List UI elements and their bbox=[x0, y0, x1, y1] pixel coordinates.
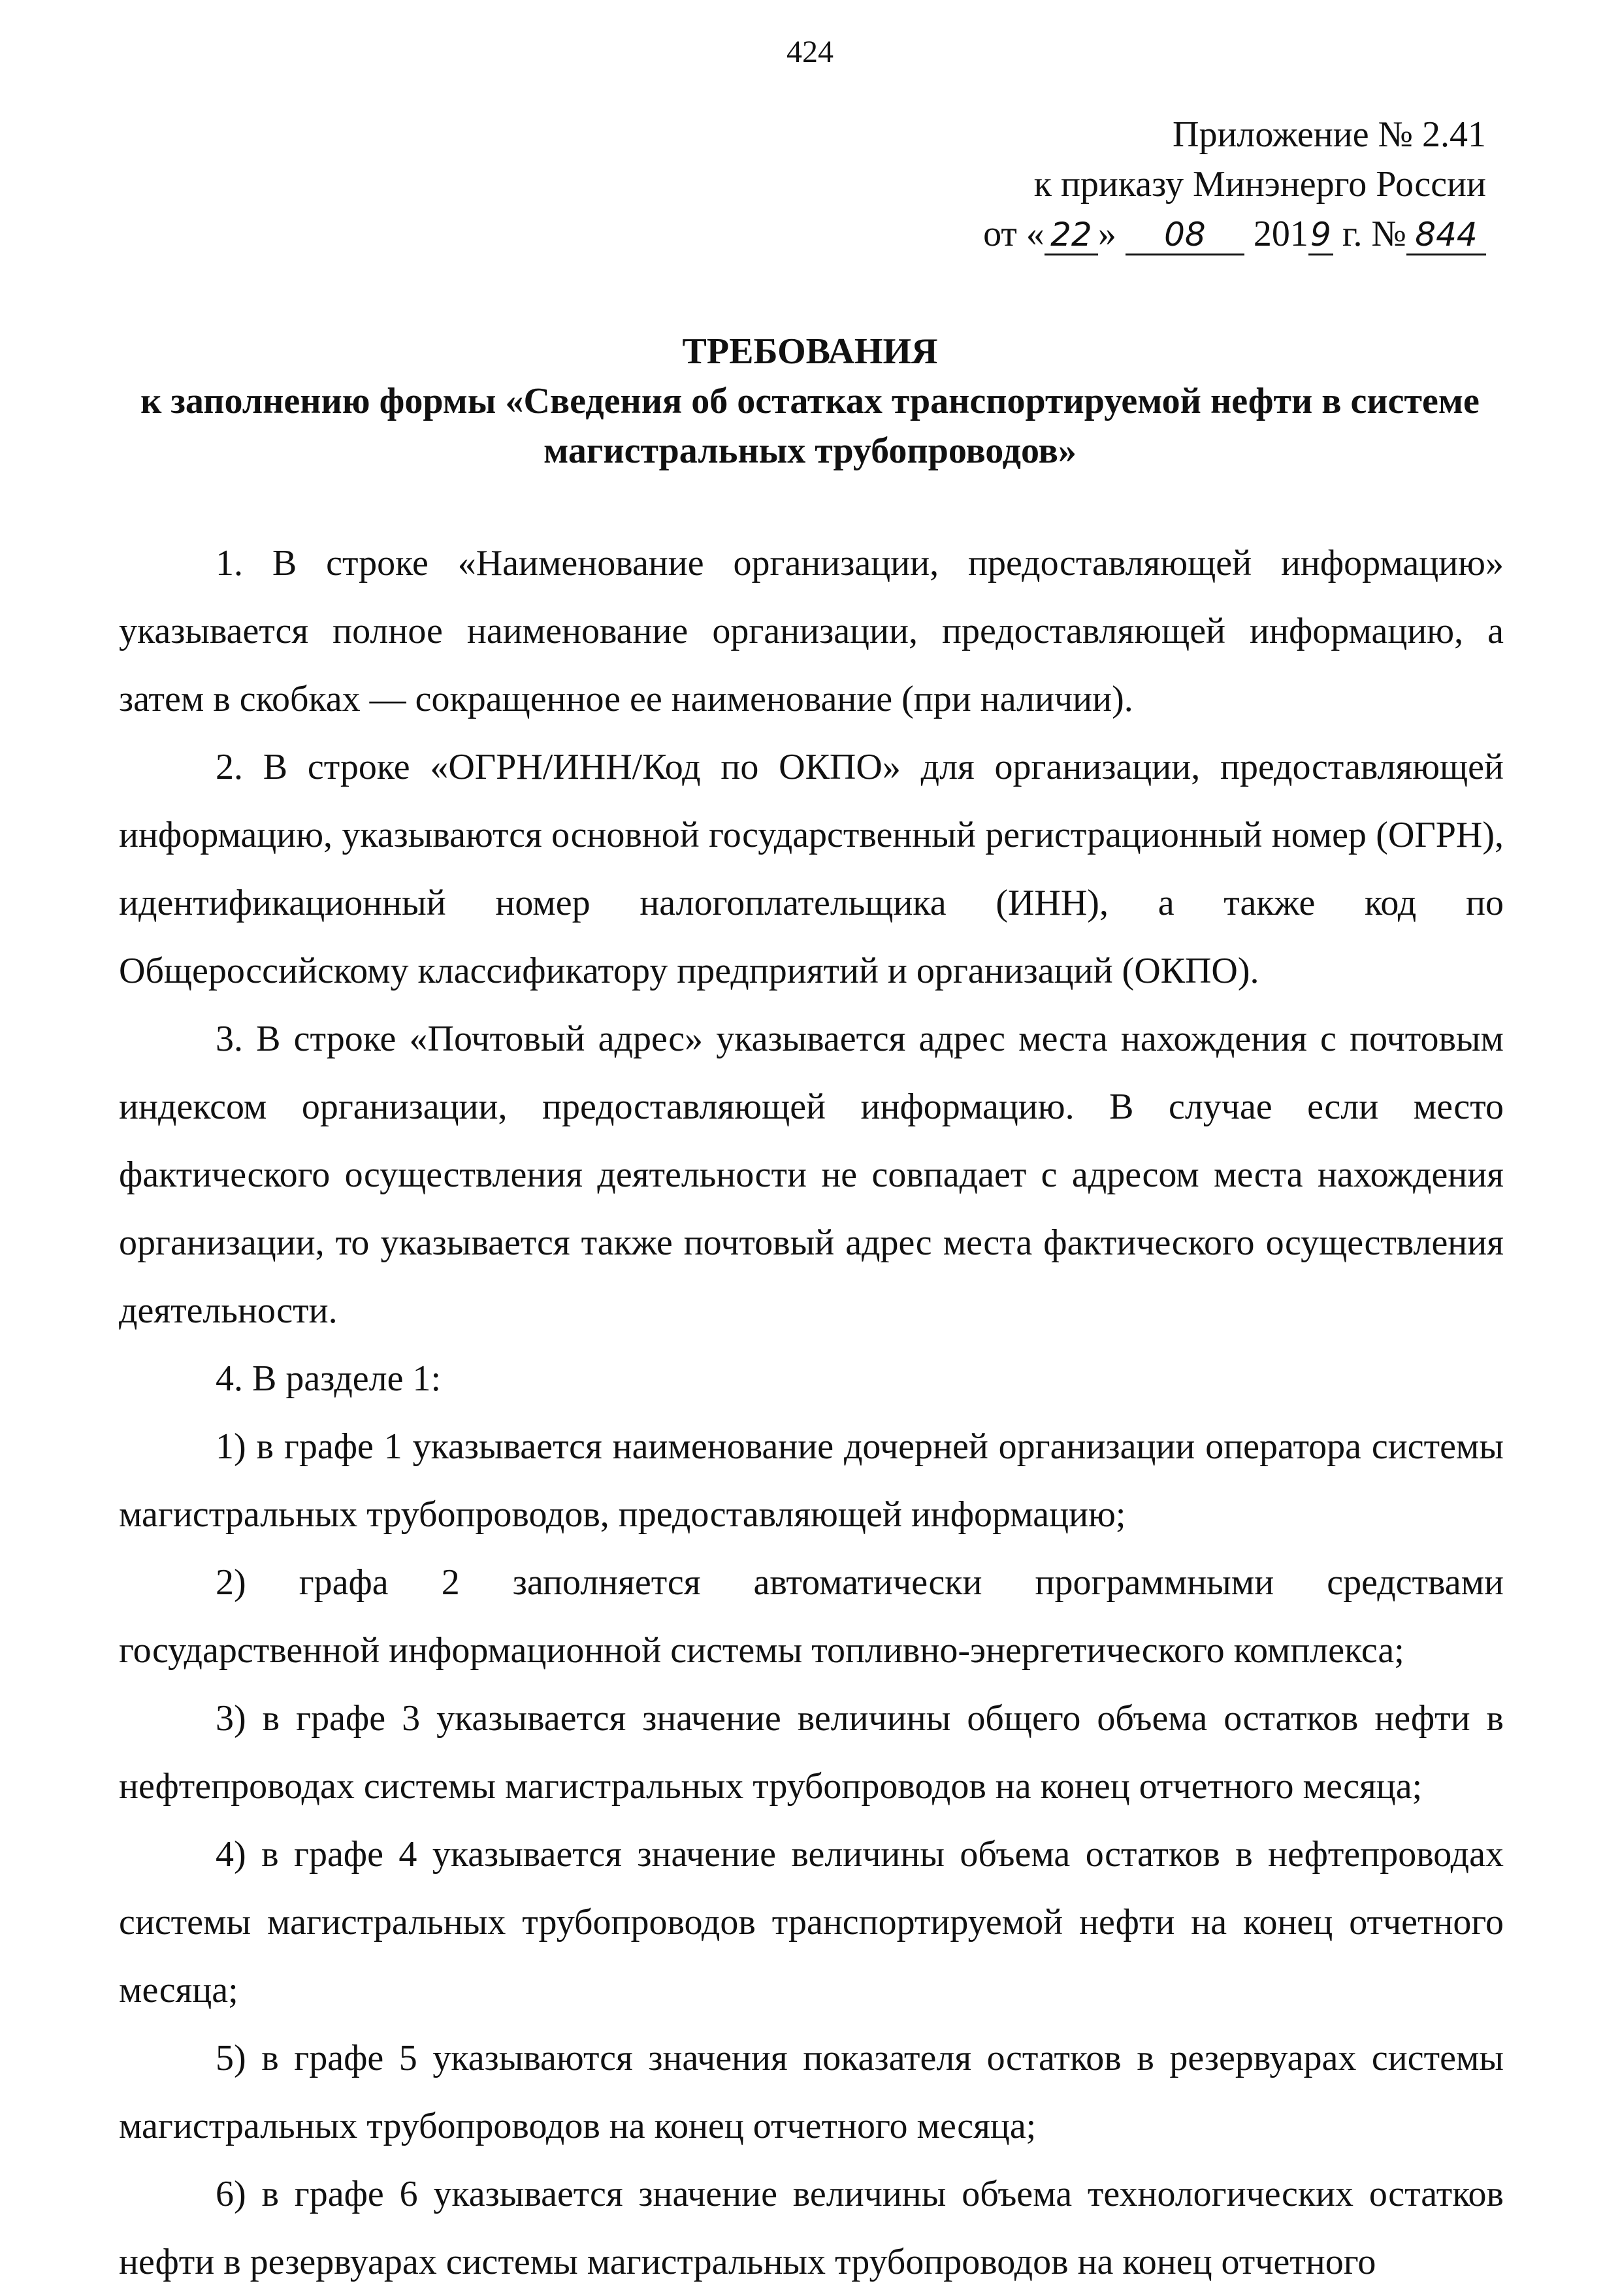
handwritten-order-number: 844 bbox=[1406, 216, 1486, 255]
paragraph-4: 4. В разделе 1: bbox=[216, 1358, 442, 1399]
list-item-4: 4) в графе 4 указывается значение величины объема остатков в нефтепроводах системы магистральных трубопроводов транспортируемой нефти на конец отчетного месяца; bbox=[119, 1834, 1504, 2010]
handwritten-month: 08 bbox=[1126, 216, 1244, 255]
page-number: 424 bbox=[786, 35, 834, 69]
list-item-3: 3) в графе 3 указывается значение величины общего объема остатков нефти в нефтепроводах системы магистральных трубопроводов на конец отчетного месяца; bbox=[119, 1698, 1504, 1807]
document-body bbox=[119, 529, 1504, 2296]
title-heading: ТРЕБОВАНИЯ bbox=[682, 331, 938, 372]
appendix-date-line bbox=[898, 209, 1486, 259]
appendix-line-1: Приложение № 2.41 bbox=[1173, 114, 1486, 155]
document-title bbox=[118, 327, 1502, 476]
appendix-header bbox=[898, 110, 1486, 259]
date-mid: » bbox=[1097, 214, 1126, 254]
handwritten-year-digit: 9 bbox=[1308, 216, 1333, 255]
list-item-5: 5) в графе 5 указываются значения показателя остатков в резервуарах системы магистральных трубопроводов на конец отчетного месяца; bbox=[119, 2038, 1504, 2146]
appendix-line-2: к приказу Минэнерго России bbox=[1033, 164, 1486, 205]
list-item-6: 6) в графе 6 указывается значение величины объема технологических остатков нефти в резервуарах системы магистральных трубопроводов на конец отчетного bbox=[119, 2174, 1504, 2282]
date-prefix: от « bbox=[983, 214, 1045, 254]
year-prefix: 201 bbox=[1244, 214, 1308, 254]
handwritten-day: 22 bbox=[1045, 216, 1098, 255]
title-subheading: к заполнению формы «Сведения об остатках транспортируемой нефти в системе магистральных трубопроводов» bbox=[140, 381, 1480, 471]
list-item-2: 2) графа 2 заполняется автоматически программными средствами государственной информационной системы топливно-энергетического комплекса; bbox=[119, 1562, 1504, 1671]
paragraph-3: 3. В строке «Почтовый адрес» указывается адрес места нахождения с почтовым индексом организации, предоставляющей информацию. В случае если место фактического осуществления деятельности не совпадает с адресом места нахождения организации, то указывается также почтовый адрес места фактического осуществления деятельности. bbox=[119, 1019, 1504, 1331]
list-item-1: 1) в графе 1 указывается наименование дочерней организации оператора системы магистральных трубопроводов, предоставляющей информацию; bbox=[119, 1426, 1504, 1535]
year-suffix: г. № bbox=[1333, 214, 1406, 254]
paragraph-1: 1. В строке «Наименование организации, предоставляющей информацию» указывается полное наименование организации, предоставляющей информацию, а затем в скобках — сокращенное ее наименование (при наличии). bbox=[119, 543, 1504, 719]
paragraph-2: 2. В строке «ОГРН/ИНН/Код по ОКПО» для организации, предоставляющей информацию, указываются основной государственный регистрационный номер (ОГРН), идентификационный номер налогоплательщика (ИНН), а также код по Общероссийскому классификатору предприятий и организаций (ОКПО). bbox=[119, 747, 1504, 991]
